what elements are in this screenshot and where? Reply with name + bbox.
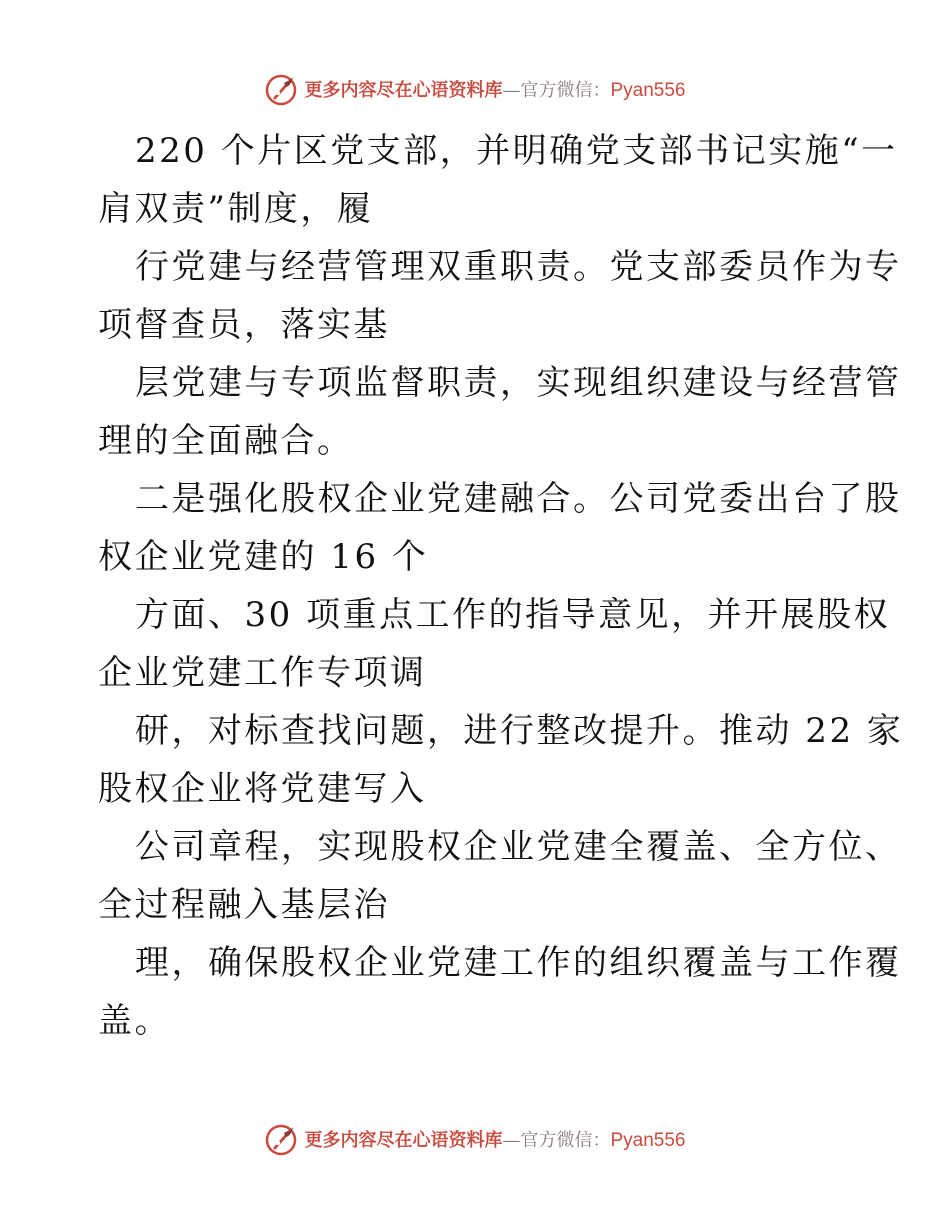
quill-logo-icon: [264, 1123, 298, 1157]
body-line: 220 个片区党支部，并明确党支部书记实施“一: [135, 131, 898, 171]
body-line: 公司章程，实现股权企业党建全覆盖、全方位、: [135, 827, 902, 867]
body-line: 盖。: [98, 1001, 171, 1041]
body-line: 全过程融入基层治: [98, 885, 390, 925]
body-line: 层党建与专项监督职责，实现组织建设与经营管: [135, 363, 902, 403]
footer-banner: [0, 1120, 950, 1160]
body-line: 权企业党建的 16 个: [98, 537, 429, 577]
body-line: 研，对标查找问题，进行整改提升。推动 22 家: [135, 711, 904, 751]
footer-promo-text: 更多内容尽在心语资料库: [304, 1129, 503, 1151]
header-wechat-id: Pyan556: [610, 79, 686, 101]
body-line: 项督查员，落实基: [98, 305, 390, 345]
header-banner: [0, 70, 950, 110]
footer-dash: —: [502, 1129, 521, 1151]
body-line: 理，确保股权企业党建工作的组织覆盖与工作覆: [135, 943, 902, 983]
header-wechat-label: 官方微信：: [520, 79, 611, 101]
footer-banner-text: [304, 1131, 685, 1150]
quill-logo-icon: [264, 73, 298, 107]
body-line: 方面、30 项重点工作的指导意见，并开展股权: [135, 595, 891, 635]
body-line: 二是强化股权企业党建融合。公司党委出台了股: [135, 479, 902, 519]
header-promo-text: 更多内容尽在心语资料库: [304, 79, 503, 101]
footer-wechat-id: Pyan556: [610, 1129, 686, 1151]
header-dash: —: [502, 79, 521, 101]
body-line: 企业党建工作专项调: [98, 653, 427, 693]
body-line: 肩双责”制度，履: [98, 189, 374, 229]
body-line: 股权企业将党建写入: [98, 769, 427, 809]
body-line: 理的全面融合。: [98, 421, 354, 461]
header-banner-text: [304, 81, 685, 100]
document-body: [98, 122, 904, 1050]
body-line: 行党建与经营管理双重职责。党支部委员作为专: [135, 247, 902, 287]
footer-wechat-label: 官方微信：: [520, 1129, 611, 1151]
